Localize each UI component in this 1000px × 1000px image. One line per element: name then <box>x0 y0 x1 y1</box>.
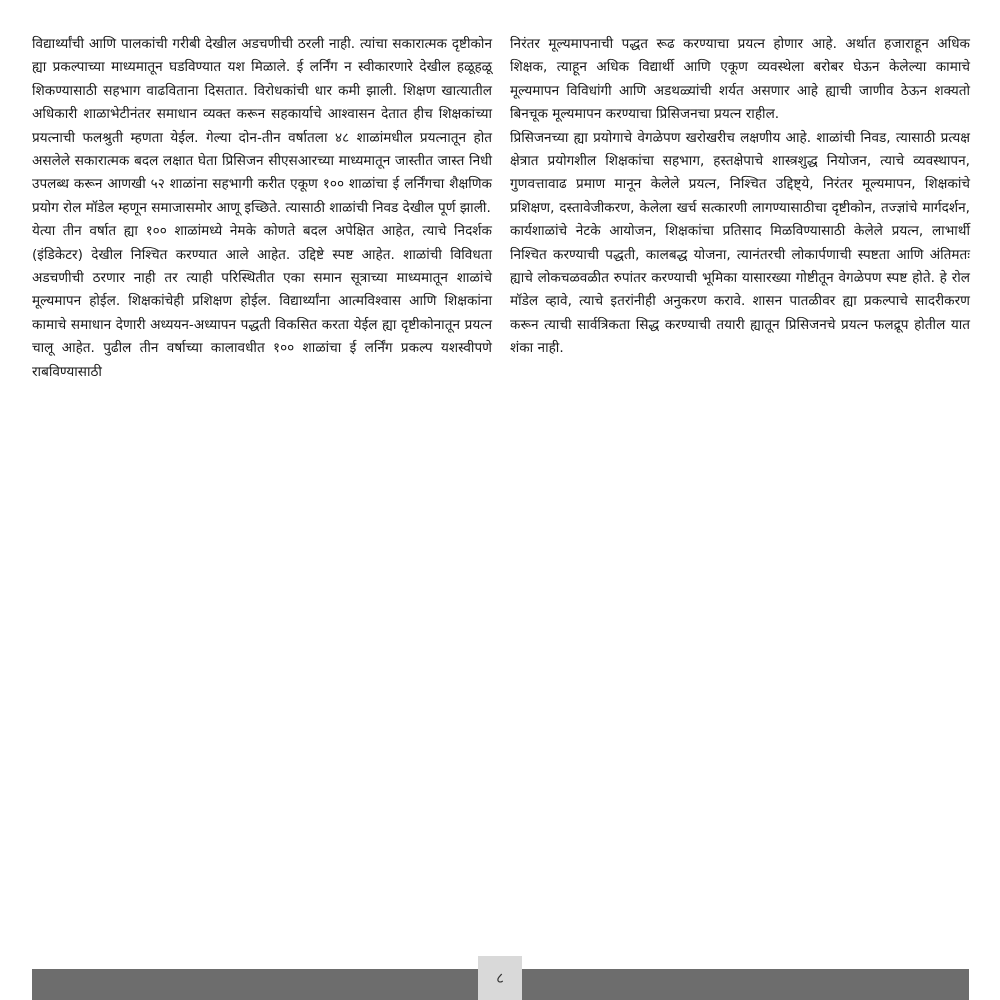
right-paragraph-2: प्रिसिजनच्या ह्या प्रयोगाचे वेगळेपण खरोखरीच लक्षणीय आहे. शाळांची निवड, त्यासाठी प्रत्यक्ष क्षेत्रात प्रयोगशील शिक्षकांचा सहभाग, हस्तक्षेपाचे शास्त्रशुद्ध नियोजन, त्याचे व्यवस्थापन, गुणवत्तावाढ प्रमाण मानून केलेले प्रयत्न, निश्चित उद्दिष्ट्ये, निरंतर मूल्यमापन, शिक्षकांचे प्रशिक्षण, दस्तावेजीकरण, केलेला खर्च सत्कारणी लागण्यासाठीचा दृष्टीकोन, तज्ज्ञांचे मार्गदर्शन, कार्यशाळांचे नेटके आयोजन, शिक्षकांचा प्रतिसाद मिळविण्यासाठी केलेले प्रयत्न, लाभार्थी निश्चित करण्याची पद्धती, कालबद्ध योजना, त्यानंतरची लोकार्पणाची स्पष्टता आणि अंतिमतः ह्याचे लोकचळवळीत रुपांतर करण्याची भूमिका यासारख्या गोष्टीतून वेगळेपण स्पष्ट होते. हे रोल मॉडेल व्हावे, त्याचे इतरांनीही अनुकरण करावे. शासन पातळीवर ह्या प्रकल्पाचे सादरीकरण करून त्याची सार्वत्रिकता सिद्ध करण्याची तयारी ह्यातून प्रिसिजनचे प्रयत्न फलद्रूप होतील यात शंका नाही. <box>510 129 970 357</box>
left-paragraph-2: येत्या तीन वर्षात ह्या १०० शाळांमध्ये नेमके कोणते बदल अपेक्षित आहेत, त्याचे निदर्शक (इंडिकेटर) देखील निश्चित करण्यात आले आहेत. उद्दिष्टे स्पष्ट आहेत. शाळांची विविधता अडचणीची ठरणार नाही तर त्याही परिस्थितीत एका समान सूत्राच्या माध्यमातून शाळांचे मूल्यमापन होईल. शिक्षकांचेही प्रशिक्षण होईल. विद्यार्थ्यांना आत्मविश्वास आणि शिक्षकांना कामाचे समाधान देणारी अध्ययन-अध्यापन पद्धती विकसित करता येईल ह्या दृष्टीकोनातून प्रयत्न चालू आहेत. पुढील तीन वर्षाच्या कालावधीत १०० शाळांचा ई लर्निंग प्रकल्प यशस्वीपणे राबविण्यासाठी <box>32 223 492 380</box>
right-paragraph-1: निरंतर मूल्यमापनाची पद्धत रूढ करण्याचा प्रयत्न होणार आहे. अर्थात हजाराहून अधिक शिक्षक, त्याहून अधिक विद्यार्थी आणि एकूण व्यवस्थेला बरोबर घेऊन केलेल्या कामाचे मूल्यमापन विविधांगी आणि अडथळ्यांची शर्यत असणार आहे ह्याची जाणीव ठेऊन शक्यतो बिनचूक मूल्यमापन करण्याचा प्रिसिजनचा प्रयत्न राहील. <box>510 36 970 123</box>
page-number: ८ <box>478 956 522 1000</box>
right-column <box>510 33 970 361</box>
left-column <box>32 33 492 384</box>
left-paragraph-1: विद्यार्थ्यांची आणि पालकांची गरीबी देखील अडचणीची ठरली नाही. त्यांचा सकारात्मक दृष्टीकोन ह्या प्रकल्पाच्या माध्यमातून घडविण्यात यश मिळाले. ई लर्निंग न स्वीकारणारे देखील हळूहळू शिकण्यासाठी सहभाग वाढविताना दिसतात. विरोधकांची धार कमी झाली. शिक्षण खात्यातील अधिकारी शाळाभेटीनंतर समाधान व्यक्त करून सहकार्याचे आश्वासन देतात हीच शिक्षकांच्या प्रयत्नाची फलश्रुती म्हणता येईल. गेल्या दोन-तीन वर्षातला ४८ शाळांमधील प्रयत्नातून होत असलेले सकारात्मक बदल लक्षात घेता प्रिसिजन सीएसआरच्या माध्यमातून जास्तीत जास्त निधी उपलब्ध करून आणखी ५२ शाळांना सहभागी करीत एकूण १०० शाळांचा ई लर्निंगचा शैक्षणिक प्रयोग रोल मॉडेल म्हणून समाजासमोर आणू इच्छिते. त्यासाठी शाळांची निवड देखील पूर्ण झाली. <box>32 36 492 216</box>
